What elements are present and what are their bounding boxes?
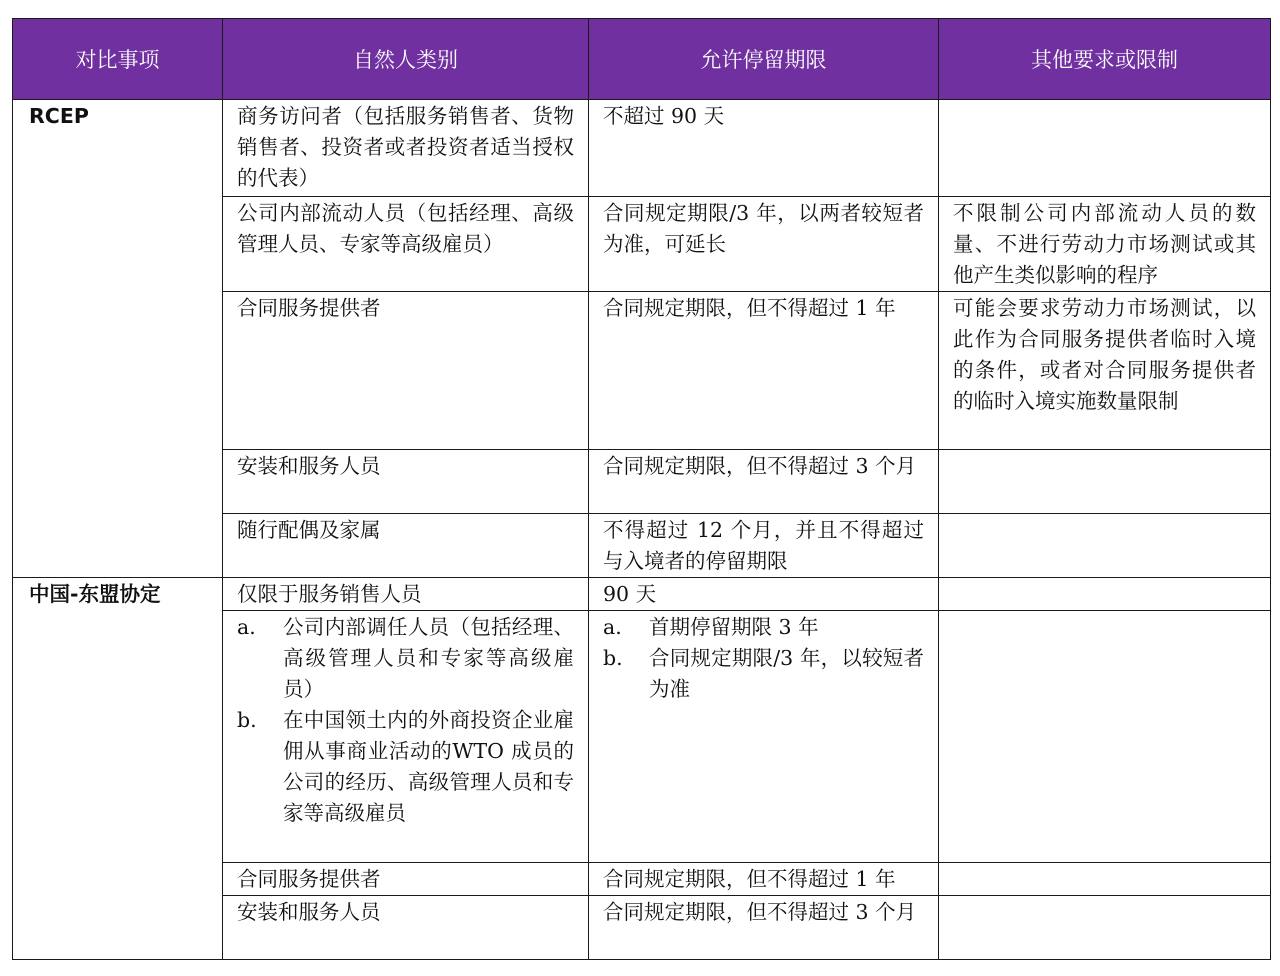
table-row (13, 578, 1271, 611)
category-cell: 合同服务提供者 (223, 863, 589, 896)
group-label-china-asean: 中国-东盟协定 (13, 578, 223, 960)
comparison-table (12, 18, 1271, 960)
list-item (237, 612, 574, 705)
duration-cell: 合同规定期限，但不得超过 1 年 (589, 292, 939, 450)
other-cell (939, 450, 1271, 514)
group-label-rcep: RCEP (13, 100, 223, 578)
list-marker: a. (237, 615, 256, 639)
duration-cell: 不超过 90 天 (589, 100, 939, 197)
duration-cell: 合同规定期限，但不得超过 1 年 (589, 863, 939, 896)
category-cell: 商务访问者（包括服务销售者、货物销售者、投资者或者投资者适当授权的代表） (223, 100, 589, 197)
list-item (603, 612, 924, 643)
header-other-requirements: 其他要求或限制 (939, 19, 1271, 100)
list-text: 公司内部调任人员（包括经理、高级管理人员和专家等高级雇员） (283, 615, 574, 701)
list-marker: b. (237, 708, 257, 732)
list-text: 在中国领土内的外商投资企业雇佣从事商业活动的WTO 成员的公司的经历、高级管理人员和专家等高级雇员 (283, 708, 574, 825)
list-marker: b. (603, 646, 623, 670)
other-cell (939, 896, 1271, 960)
other-cell (939, 100, 1271, 197)
header-person-category: 自然人类别 (223, 19, 589, 100)
other-cell: 可能会要求劳动力市场测试，以此作为合同服务提供者临时入境的条件，或者对合同服务提供者的临时入境实施数量限制 (939, 292, 1271, 450)
duration-cell: 合同规定期限，但不得超过 3 个月 (589, 896, 939, 960)
list-text: 首期停留期限 3 年 (649, 615, 819, 639)
duration-cell (589, 611, 939, 863)
other-cell: 不限制公司内部流动人员的数量、不进行劳动力市场测试或其他产生类似影响的程序 (939, 197, 1271, 292)
other-cell (939, 863, 1271, 896)
header-stay-duration: 允许停留期限 (589, 19, 939, 100)
category-cell: 安装和服务人员 (223, 896, 589, 960)
list-marker: a. (603, 615, 622, 639)
header-comparison-item: 对比事项 (13, 19, 223, 100)
list-item (603, 643, 924, 705)
other-cell (939, 611, 1271, 863)
category-cell: 公司内部流动人员（包括经理、高级管理人员、专家等高级雇员） (223, 197, 589, 292)
category-cell: 合同服务提供者 (223, 292, 589, 450)
duration-cell: 合同规定期限，但不得超过 3 个月 (589, 450, 939, 514)
other-cell (939, 578, 1271, 611)
other-cell (939, 514, 1271, 578)
list-item (237, 705, 574, 829)
category-cell: 随行配偶及家属 (223, 514, 589, 578)
duration-cell: 90 天 (589, 578, 939, 611)
duration-cell: 不得超过 12 个月，并且不得超过与入境者的停留期限 (589, 514, 939, 578)
list-text: 合同规定期限/3 年，以较短者为准 (649, 646, 924, 701)
table-row (13, 100, 1271, 197)
duration-cell: 合同规定期限/3 年，以两者较短者为准，可延长 (589, 197, 939, 292)
header-row (13, 19, 1271, 100)
category-cell (223, 611, 589, 863)
category-cell: 仅限于服务销售人员 (223, 578, 589, 611)
category-cell: 安装和服务人员 (223, 450, 589, 514)
